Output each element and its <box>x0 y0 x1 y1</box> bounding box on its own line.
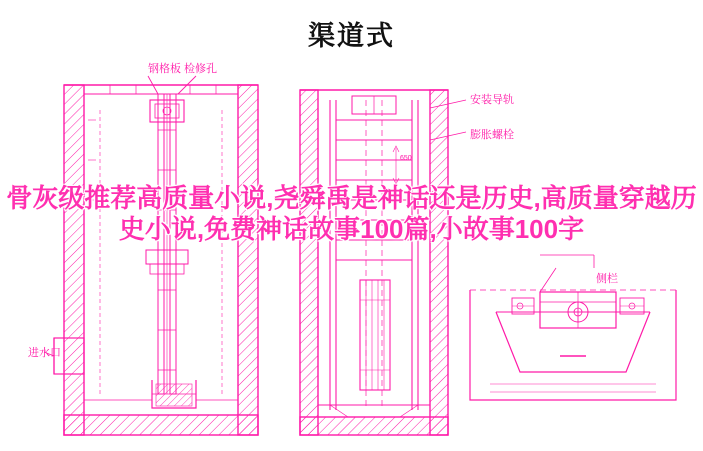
left-section-view <box>44 76 258 435</box>
label-water-inlet: 进水口 <box>28 347 61 359</box>
label-grating-inspection: 钢格板 检修孔 <box>148 63 218 75</box>
label-install-guide-rail: 安装导轨 <box>470 94 514 106</box>
label-expansion-bolt: 膨胀螺栓 <box>470 129 514 141</box>
label-side-rail: 侧栏 <box>596 273 618 285</box>
svg-text:650: 650 <box>400 155 412 162</box>
center-section-view <box>300 90 466 435</box>
diagram-title: 渠道式 <box>308 21 395 51</box>
right-detail-view <box>470 255 676 400</box>
overlay-caption: 骨灰级推荐高质量小说,尧舜禹是神话还是历史,高质量穿越历史小说,免费神话故事100篇,小故事100字 <box>6 183 697 244</box>
